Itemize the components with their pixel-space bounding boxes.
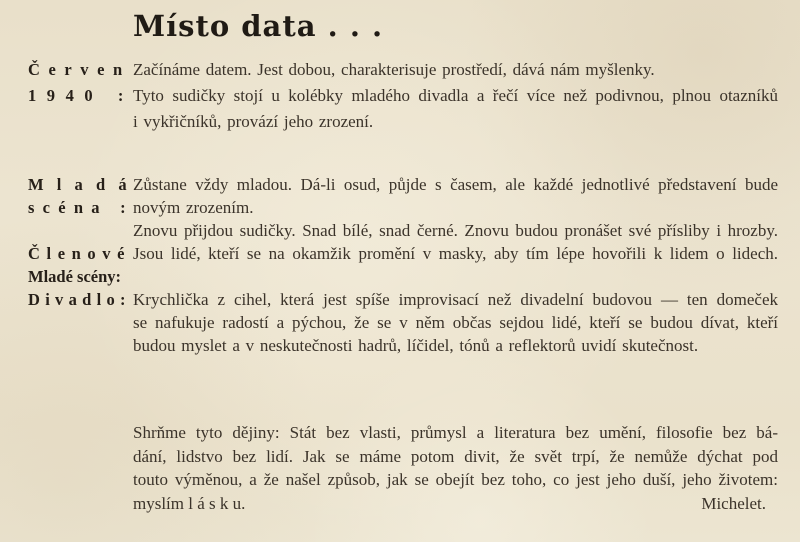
text-row [133, 492, 778, 516]
section-main [0, 173, 800, 357]
section-label-mlada: Mladá [28, 175, 140, 194]
section-label-clenove: Členové [28, 244, 132, 263]
text-row [0, 83, 800, 109]
body-text-line: Začínáme datem. Jest dobou, charakterisuje prostředí, dává nám myšlenky. [133, 60, 655, 79]
section-label-mlade-sceny: Mladé scény: [28, 267, 122, 286]
section-label-1940: 1940 : [28, 86, 134, 105]
text-row [0, 242, 800, 265]
body-text-line: novým zrozením. [133, 198, 254, 217]
section-label-divadlo: Divadlo: [28, 290, 131, 309]
section-label-empty [28, 334, 133, 357]
body-text-line: i vykřičníků, provází jeho zrození. [133, 112, 374, 131]
section-date [0, 57, 800, 135]
body-text-line: Shrňme tyto dějiny: Stát bez vlasti, průmysl a literatura bez umění, filosofie bez bá- [133, 423, 778, 442]
text-row [0, 265, 800, 288]
section-label-cerven: Červen [28, 60, 131, 79]
body-text-line: Jsou lidé, kteří se na okamžik promění v masky, aby tím lépe hovořili k lidem o lidech. [133, 244, 778, 263]
text-row [0, 109, 800, 135]
body-text-line: Znovu přijdou sudičky. Snad bílé, snad černé. Znovu budou pronášet své přísliby i hrozby. [133, 221, 778, 240]
text-row [133, 445, 778, 469]
page-title: Místo data . . . [133, 9, 384, 43]
section-label-empty [28, 109, 133, 135]
body-text-line: Tyto sudičky stojí u kolébky mladého divadla a řečí více než podivnou, plnou otazníků [133, 86, 778, 105]
body-text-line: Zůstane vždy mladou. Dá-li osud, půjde s časem, ale každé jednotlivé představení bude [133, 175, 778, 194]
body-text-line: touto výměnou, a že našel způsob, jak se obejít bez toho, co jest jeho duší, jeho životem: [133, 470, 778, 489]
body-text-line: dání, lidstvo bez lidí. Jak se máme potom divit, že svět trpí, že nemůže dýchat pod [133, 446, 778, 466]
text-row [0, 311, 800, 334]
text-row [0, 57, 800, 83]
body-text-line: budou myslet a v neskutečnosti hadrů, líčidel, tónů a reflektorů uvidí skutečnost. [133, 336, 699, 355]
text-row [0, 173, 800, 196]
body-text-line: Krychlička z cihel, která jest spíše improvisací než divadelní budovou — ten domeček [133, 290, 778, 309]
section-label-empty [28, 219, 133, 242]
section-label-scena: scéna : [28, 198, 134, 217]
text-row [133, 468, 778, 492]
text-row [0, 219, 800, 242]
body-text-line-empty [133, 265, 778, 288]
section-label-empty [28, 311, 133, 334]
text-row [0, 196, 800, 219]
body-text-line: se nafukuje radostí a pýchou, že se v něm občas sejdou lidé, kteří se budou dívat, kteří [133, 313, 778, 332]
text-row [0, 288, 800, 311]
text-row [133, 421, 778, 445]
closing-quote [133, 421, 778, 515]
signature: Michelet. [701, 493, 766, 513]
closing-last-line: myslím l á s k u. [133, 493, 246, 513]
text-row [0, 334, 800, 357]
